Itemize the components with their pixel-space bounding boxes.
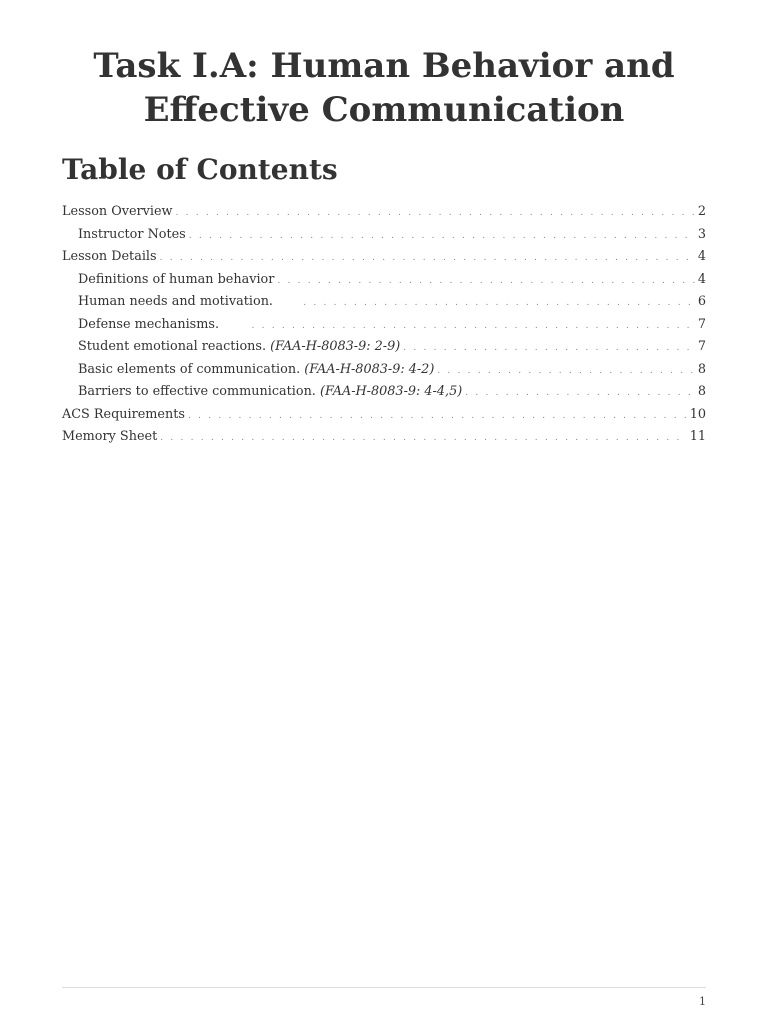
toc-item-lesson-overview[interactable] bbox=[62, 201, 706, 224]
toc-item-page: 2 bbox=[697, 204, 706, 219]
toc-leader-dots bbox=[251, 315, 694, 338]
toc-item-page: 3 bbox=[697, 226, 706, 242]
toc-leader-dots bbox=[160, 247, 695, 270]
toc-item-label: Instructor Notes bbox=[78, 226, 186, 242]
page-number: 1 bbox=[699, 995, 706, 1008]
toc-leader-dots bbox=[188, 405, 687, 428]
toc-item-label bbox=[78, 336, 400, 359]
toc-item-label bbox=[78, 381, 462, 404]
toc-leader-dots bbox=[277, 270, 694, 293]
toc-item-title: Student emotional reactions. bbox=[78, 339, 267, 354]
toc-leader-dots bbox=[175, 202, 694, 225]
toc-item-lesson-details[interactable] bbox=[62, 246, 706, 269]
toc-item-student-emotional-reactions[interactable] bbox=[62, 336, 706, 359]
toc-item-title: Basic elements of communication. bbox=[78, 361, 301, 377]
toc-item-reference: (FAA-H-8083-9: 2-9) bbox=[270, 339, 401, 354]
toc-item-human-needs-and-motivation[interactable] bbox=[62, 291, 706, 314]
toc-leader-dots bbox=[465, 382, 695, 405]
footer-divider bbox=[62, 987, 706, 988]
toc-leader-dots bbox=[160, 427, 686, 450]
page-title: Task I.A: Human Behavior and Effective Communication bbox=[93, 46, 675, 130]
toc-item-definitions-of-human-behavior[interactable] bbox=[62, 269, 706, 292]
toc-item-page: 7 bbox=[697, 339, 706, 354]
toc-item-basic-elements-of-communication[interactable] bbox=[62, 359, 706, 382]
toc-item-reference: (FAA-H-8083-9: 4-4,5) bbox=[319, 384, 463, 399]
toc-item-label: ACS Requirements bbox=[62, 406, 185, 422]
toc-item-label: Definitions of human behavior bbox=[78, 271, 275, 287]
toc-item-page: 8 bbox=[697, 384, 706, 399]
toc-item-page: 4 bbox=[697, 249, 706, 264]
toc-item-instructor-notes[interactable] bbox=[62, 224, 706, 247]
toc-item-page: 11 bbox=[689, 429, 706, 444]
toc-item-acs-requirements[interactable] bbox=[62, 404, 706, 427]
toc-leader-dots bbox=[189, 225, 695, 248]
toc-item-label: Defense mechanisms. bbox=[78, 316, 220, 332]
toc-leader-dots bbox=[403, 337, 695, 360]
toc-item-barriers-to-effective-communication[interactable] bbox=[62, 381, 706, 404]
toc-item-page: 8 bbox=[697, 361, 706, 377]
toc-item-label: Memory Sheet bbox=[62, 429, 158, 444]
toc-item-reference: (FAA-H-8083-9: 4-2) bbox=[304, 361, 435, 377]
toc-item-defense-mechanisms[interactable] bbox=[62, 314, 706, 337]
toc-item-page: 7 bbox=[697, 316, 706, 332]
toc-heading: Table of Contents bbox=[62, 153, 338, 186]
toc-item-label bbox=[78, 359, 434, 382]
toc-item-label: Human needs and motivation. bbox=[78, 294, 274, 309]
toc-item-page: 4 bbox=[697, 271, 706, 287]
toc-item-title: Barriers to effective communication. bbox=[78, 384, 316, 399]
toc-item-label: Lesson Overview bbox=[62, 204, 173, 219]
toc-item-memory-sheet[interactable] bbox=[62, 426, 706, 449]
table-of-contents bbox=[62, 201, 706, 449]
toc-item-page: 6 bbox=[697, 294, 706, 309]
toc-item-page: 10 bbox=[689, 406, 706, 422]
toc-leader-dots bbox=[437, 360, 695, 383]
toc-leader-dots bbox=[303, 292, 695, 315]
toc-item-label: Lesson Details bbox=[62, 249, 157, 264]
